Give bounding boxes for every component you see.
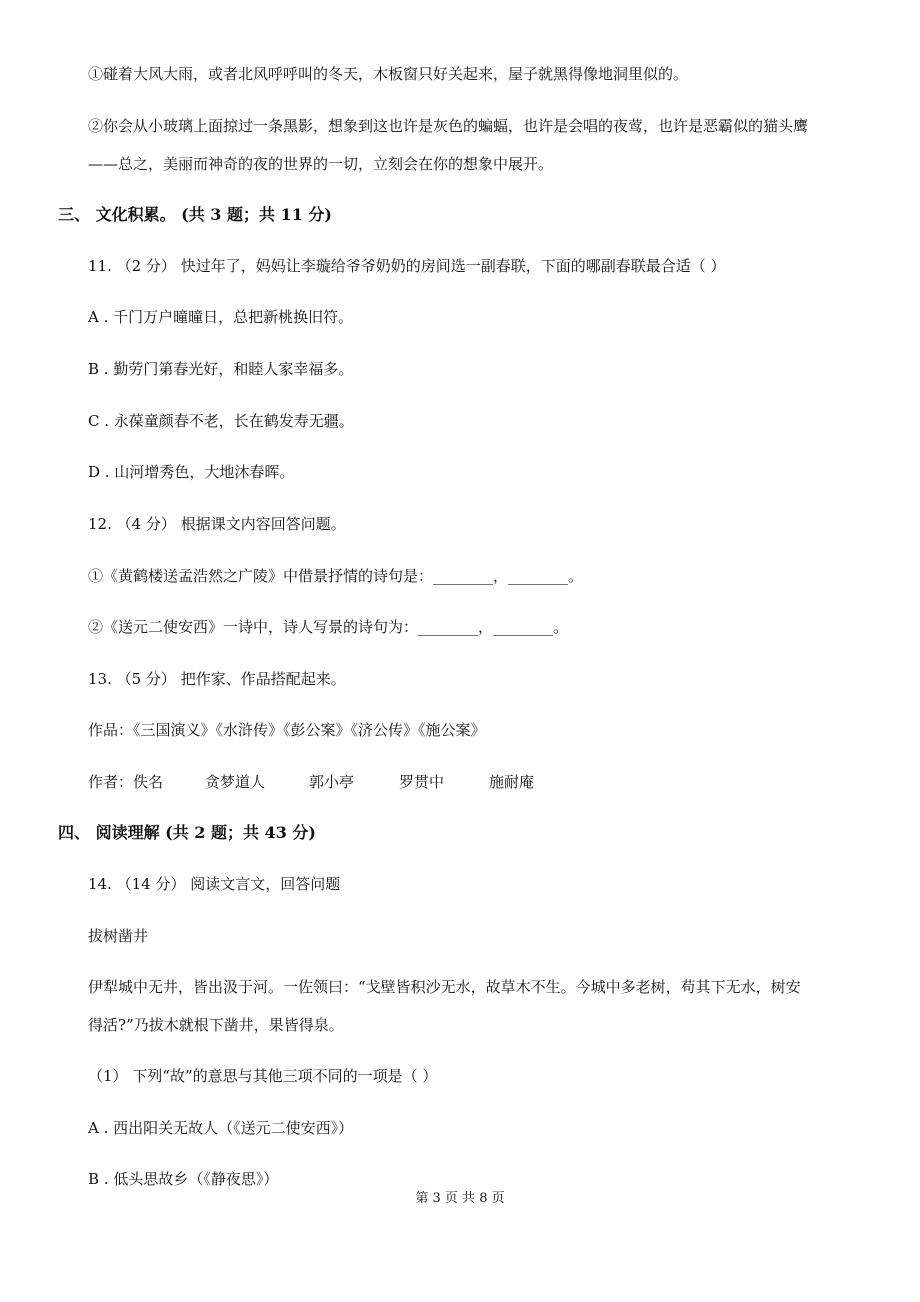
page-footer: 第 3 页 共 8 页 (415, 1191, 505, 1206)
author-item: 贪梦道人 (205, 773, 266, 791)
author-item: 施耐庵 (489, 773, 535, 791)
question-13-authors (88, 772, 534, 792)
question-13-stem: 13. （5 分） 把作家、作品搭配起来。 (88, 670, 346, 688)
section-3-title: 三、 文化积累。 (共 3 题；共 11 分) (58, 205, 332, 224)
question-14-stem: 14. （14 分） 阅读文言文，回答问题 (88, 875, 341, 893)
author-item: 罗贯中 (399, 773, 445, 791)
question-11-stem: 11. （2 分） 快过年了，妈妈让李璇给爷爷奶奶的房间选一副春联，下面的哪副春联最合适（ ） (88, 257, 726, 275)
question-12-item-1: ①《黄鹤楼送孟浩然之广陵》中借景抒情的诗句是：________，________。 (88, 567, 584, 585)
question-11-option-d: D . 山河增秀色，大地沐春晖。 (88, 463, 295, 481)
question-14-sub-1: （1） 下列“故”的意思与其他三项不同的一项是（ ） (88, 1067, 438, 1085)
author-item: 佚名 (133, 773, 164, 791)
passage-line-2: 得活?”乃拔木就根下凿井，果皆得泉。 (88, 1016, 344, 1034)
question-14-sub-1-option-b: B . 低头思故乡（《静夜思》） (88, 1170, 279, 1188)
paragraph-line-2: ②你会从小玻璃上面掠过一条黑影，想象到这也许是灰色的蝙蝠，也许是会唱的夜莺，也许是恶霸似的猫头鹰 (88, 117, 809, 135)
paragraph-line-3: ——总之，美丽而神奇的夜的世界的一切，立刻会在你的想象中展开。 (88, 155, 554, 173)
question-11-option-a: A . 千门万户曈曈日，总把新桃换旧符。 (88, 308, 354, 326)
passage-line-1: 伊犁城中无井，皆出汲于河。一佐领曰：“戈壁皆积沙无水，故草木不生。今城中多老树，苟其下无水，树安 (88, 978, 801, 996)
author-item: 郭小亭 (309, 773, 355, 791)
passage-title: 拔树凿井 (88, 927, 149, 945)
question-12-stem: 12. （4 分） 根据课文内容回答问题。 (88, 515, 346, 533)
authors-label: 作者： (88, 773, 134, 791)
question-12-item-2: ②《送元二使安西》一诗中，诗人写景的诗句为：________，________。 (88, 618, 569, 636)
question-13-works: 作品：《三国演义》《水浒传》《彭公案》《济公传》《施公案》 (88, 721, 486, 739)
question-14-sub-1-option-a: A . 西出阳关无故人（《送元二使安西》） (88, 1119, 354, 1137)
section-4-title: 四、 阅读理解 (共 2 题；共 43 分) (58, 823, 316, 842)
question-11-option-c: C . 永葆童颜春不老，长在鹤发寿无疆。 (88, 412, 354, 430)
question-11-option-b: B . 勤劳门第春光好，和睦人家幸福多。 (88, 360, 354, 378)
paragraph-line-1: ①碰着大风大雨，或者北风呼呼叫的冬天，木板窗只好关起来，屋子就黑得像地洞里似的。 (88, 65, 689, 83)
